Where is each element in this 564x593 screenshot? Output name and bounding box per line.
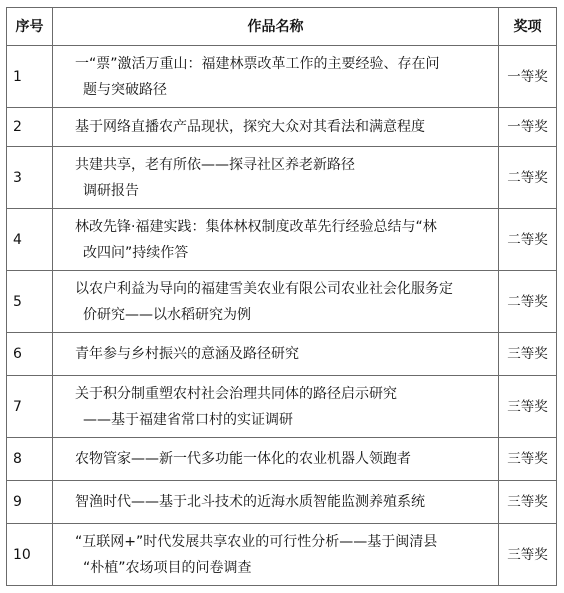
- title-line: 题与突破路径: [83, 81, 167, 98]
- row-index: 6: [7, 333, 53, 376]
- row-index: 8: [7, 438, 53, 481]
- title-line: 共建共享，老有所依——探寻社区养老新路径: [75, 156, 355, 173]
- row-index: 9: [7, 481, 53, 524]
- title-line: 林改先锋·福建实践：集体林权制度改革先行经验总结与“林: [75, 218, 437, 235]
- row-award: 一等奖: [499, 46, 557, 108]
- title-line: ——基于福建省常口村的实证调研: [83, 411, 293, 428]
- row-index: 4: [7, 209, 53, 271]
- row-title: [53, 271, 499, 333]
- table-row: [7, 209, 557, 271]
- title-line: 一“票”激活万重山：福建林票改革工作的主要经验、存在问: [75, 55, 440, 72]
- row-index: 1: [7, 46, 53, 108]
- table-row: [7, 376, 557, 438]
- title-line: 调研报告: [83, 182, 139, 199]
- row-award: 二等奖: [499, 147, 557, 209]
- title-line: 智渔时代——基于北斗技术的近海水质智能监测养殖系统: [75, 494, 425, 510]
- title-line: 关于积分制重塑农村社会治理共同体的路径启示研究: [75, 385, 397, 402]
- header-title: 作品名称: [53, 8, 499, 46]
- row-title: [53, 108, 499, 147]
- row-award: 一等奖: [499, 108, 557, 147]
- title-line: 青年参与乡村振兴的意涵及路径研究: [75, 346, 299, 362]
- table-row: [7, 333, 557, 376]
- row-index: 10: [7, 524, 53, 586]
- title-line: “朴植”农场项目的问卷调查: [83, 559, 252, 576]
- title-line: 价研究——以水稻研究为例: [83, 306, 251, 323]
- title-line: 农物管家——新一代多功能一体化的农业机器人领跑者: [75, 451, 411, 467]
- title-line: 以农户利益为导向的福建雪美农业有限公司农业社会化服务定: [75, 280, 453, 297]
- title-line: 基于网络直播农产品现状，探究大众对其看法和满意程度: [75, 119, 425, 135]
- header-award: 奖项: [499, 8, 557, 46]
- row-index: 3: [7, 147, 53, 209]
- row-award: 三等奖: [499, 376, 557, 438]
- row-award: 三等奖: [499, 438, 557, 481]
- row-award: 二等奖: [499, 209, 557, 271]
- table-row: [7, 481, 557, 524]
- table-row: [7, 271, 557, 333]
- row-index: 5: [7, 271, 53, 333]
- title-line: “互联网+”时代发展共享农业的可行性分析——基于闽清县: [75, 533, 438, 550]
- row-title: [53, 524, 499, 586]
- row-award: 三等奖: [499, 481, 557, 524]
- row-title: [53, 209, 499, 271]
- row-award: 二等奖: [499, 271, 557, 333]
- table-row: [7, 46, 557, 108]
- table-row: [7, 147, 557, 209]
- title-line: 改四问”持续作答: [83, 244, 189, 261]
- awards-table: [6, 7, 557, 586]
- row-title: [53, 481, 499, 524]
- table-row: [7, 438, 557, 481]
- row-index: 2: [7, 108, 53, 147]
- row-title: [53, 46, 499, 108]
- table-row: [7, 108, 557, 147]
- row-index: 7: [7, 376, 53, 438]
- row-title: [53, 147, 499, 209]
- table-row: [7, 524, 557, 586]
- row-title: [53, 333, 499, 376]
- row-title: [53, 438, 499, 481]
- row-award: 三等奖: [499, 333, 557, 376]
- row-title: [53, 376, 499, 438]
- header-index: 序号: [7, 8, 53, 46]
- row-award: 三等奖: [499, 524, 557, 586]
- header-row: [7, 8, 557, 46]
